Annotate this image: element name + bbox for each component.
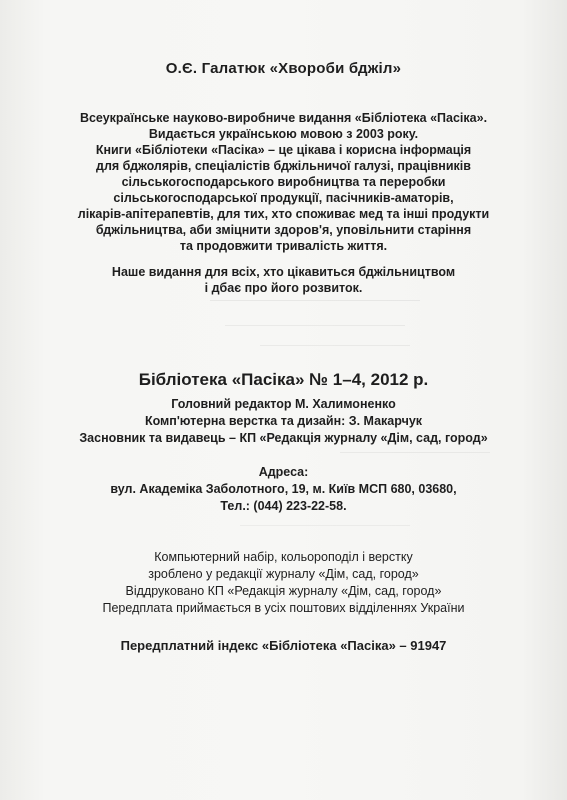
bleed-through-mark [240,525,410,534]
founder-line: Засновник та видавець – КП «Редакція журналу «Дім, сад, город» [79,431,488,445]
bleed-through-mark [260,345,410,354]
publication-title: Бібліотека «Пасіка» № 1–4, 2012 р. [138,370,429,389]
address-label: Адреса: [258,465,309,479]
bleed-through-mark [340,452,490,461]
intro-line: Видається українською мовою з 2003 року. [148,127,419,141]
address-phone: Тел.: (044) 223-22-58. [220,499,347,513]
intro-line: сільськогосподарської продукції, пасічників-аматорів, [113,191,454,205]
printing-line: зроблено у редакції журналу «Дім, сад, город» [148,567,419,581]
address-street: вул. Академіка Заболотного, 19, м. Київ МСП 680, 03680, [110,482,457,496]
intro-line: Книги «Бібліотеки «Пасіка» – це цікава і корисна інформація [95,143,472,157]
intro-line: бджільництва, аби зміцнити здоров'я, уповільнити старіння [95,223,472,237]
intro-line: і дбає про його розвиток. [204,281,363,295]
layout-line: Комп'ютерна верстка та дизайн: З. Макарчук [144,414,423,428]
bleed-through-mark [225,325,405,334]
intro-line: для бджолярів, спеціалістів бджільничої галузі, працівників [96,159,471,173]
intro-line: Всеукраїнське науково-виробниче видання «Бібліотека «Пасіка». [79,111,488,125]
editor-line: Головний редактор М. Халимоненко [171,397,396,411]
intro-line: сільськогосподарського виробництва та переробки [121,175,446,189]
subscription-index: Передплатний індекс «Бібліотека «Пасіка» – 91947 [120,638,447,653]
intro-line: лікарів-апітерапевтів, для тих, хто споживає мед та інші продукти [77,207,490,221]
book-title: О.Є. Галатюк «Хвороби бджіл» [165,60,402,77]
printing-line: Передплата приймається в усіх поштових відділеннях України [102,601,465,615]
intro-line: Наше видання для всіх, хто цікавиться бджільництвом [111,265,456,279]
bleed-through-mark [210,300,420,309]
intro-line: та продовжити тривалість життя. [179,239,388,253]
printing-line: Віддруковано КП «Редакція журналу «Дім, сад, город» [125,584,442,598]
printing-line: Компьютерний набір, кольороподіл і верстку [154,550,413,564]
